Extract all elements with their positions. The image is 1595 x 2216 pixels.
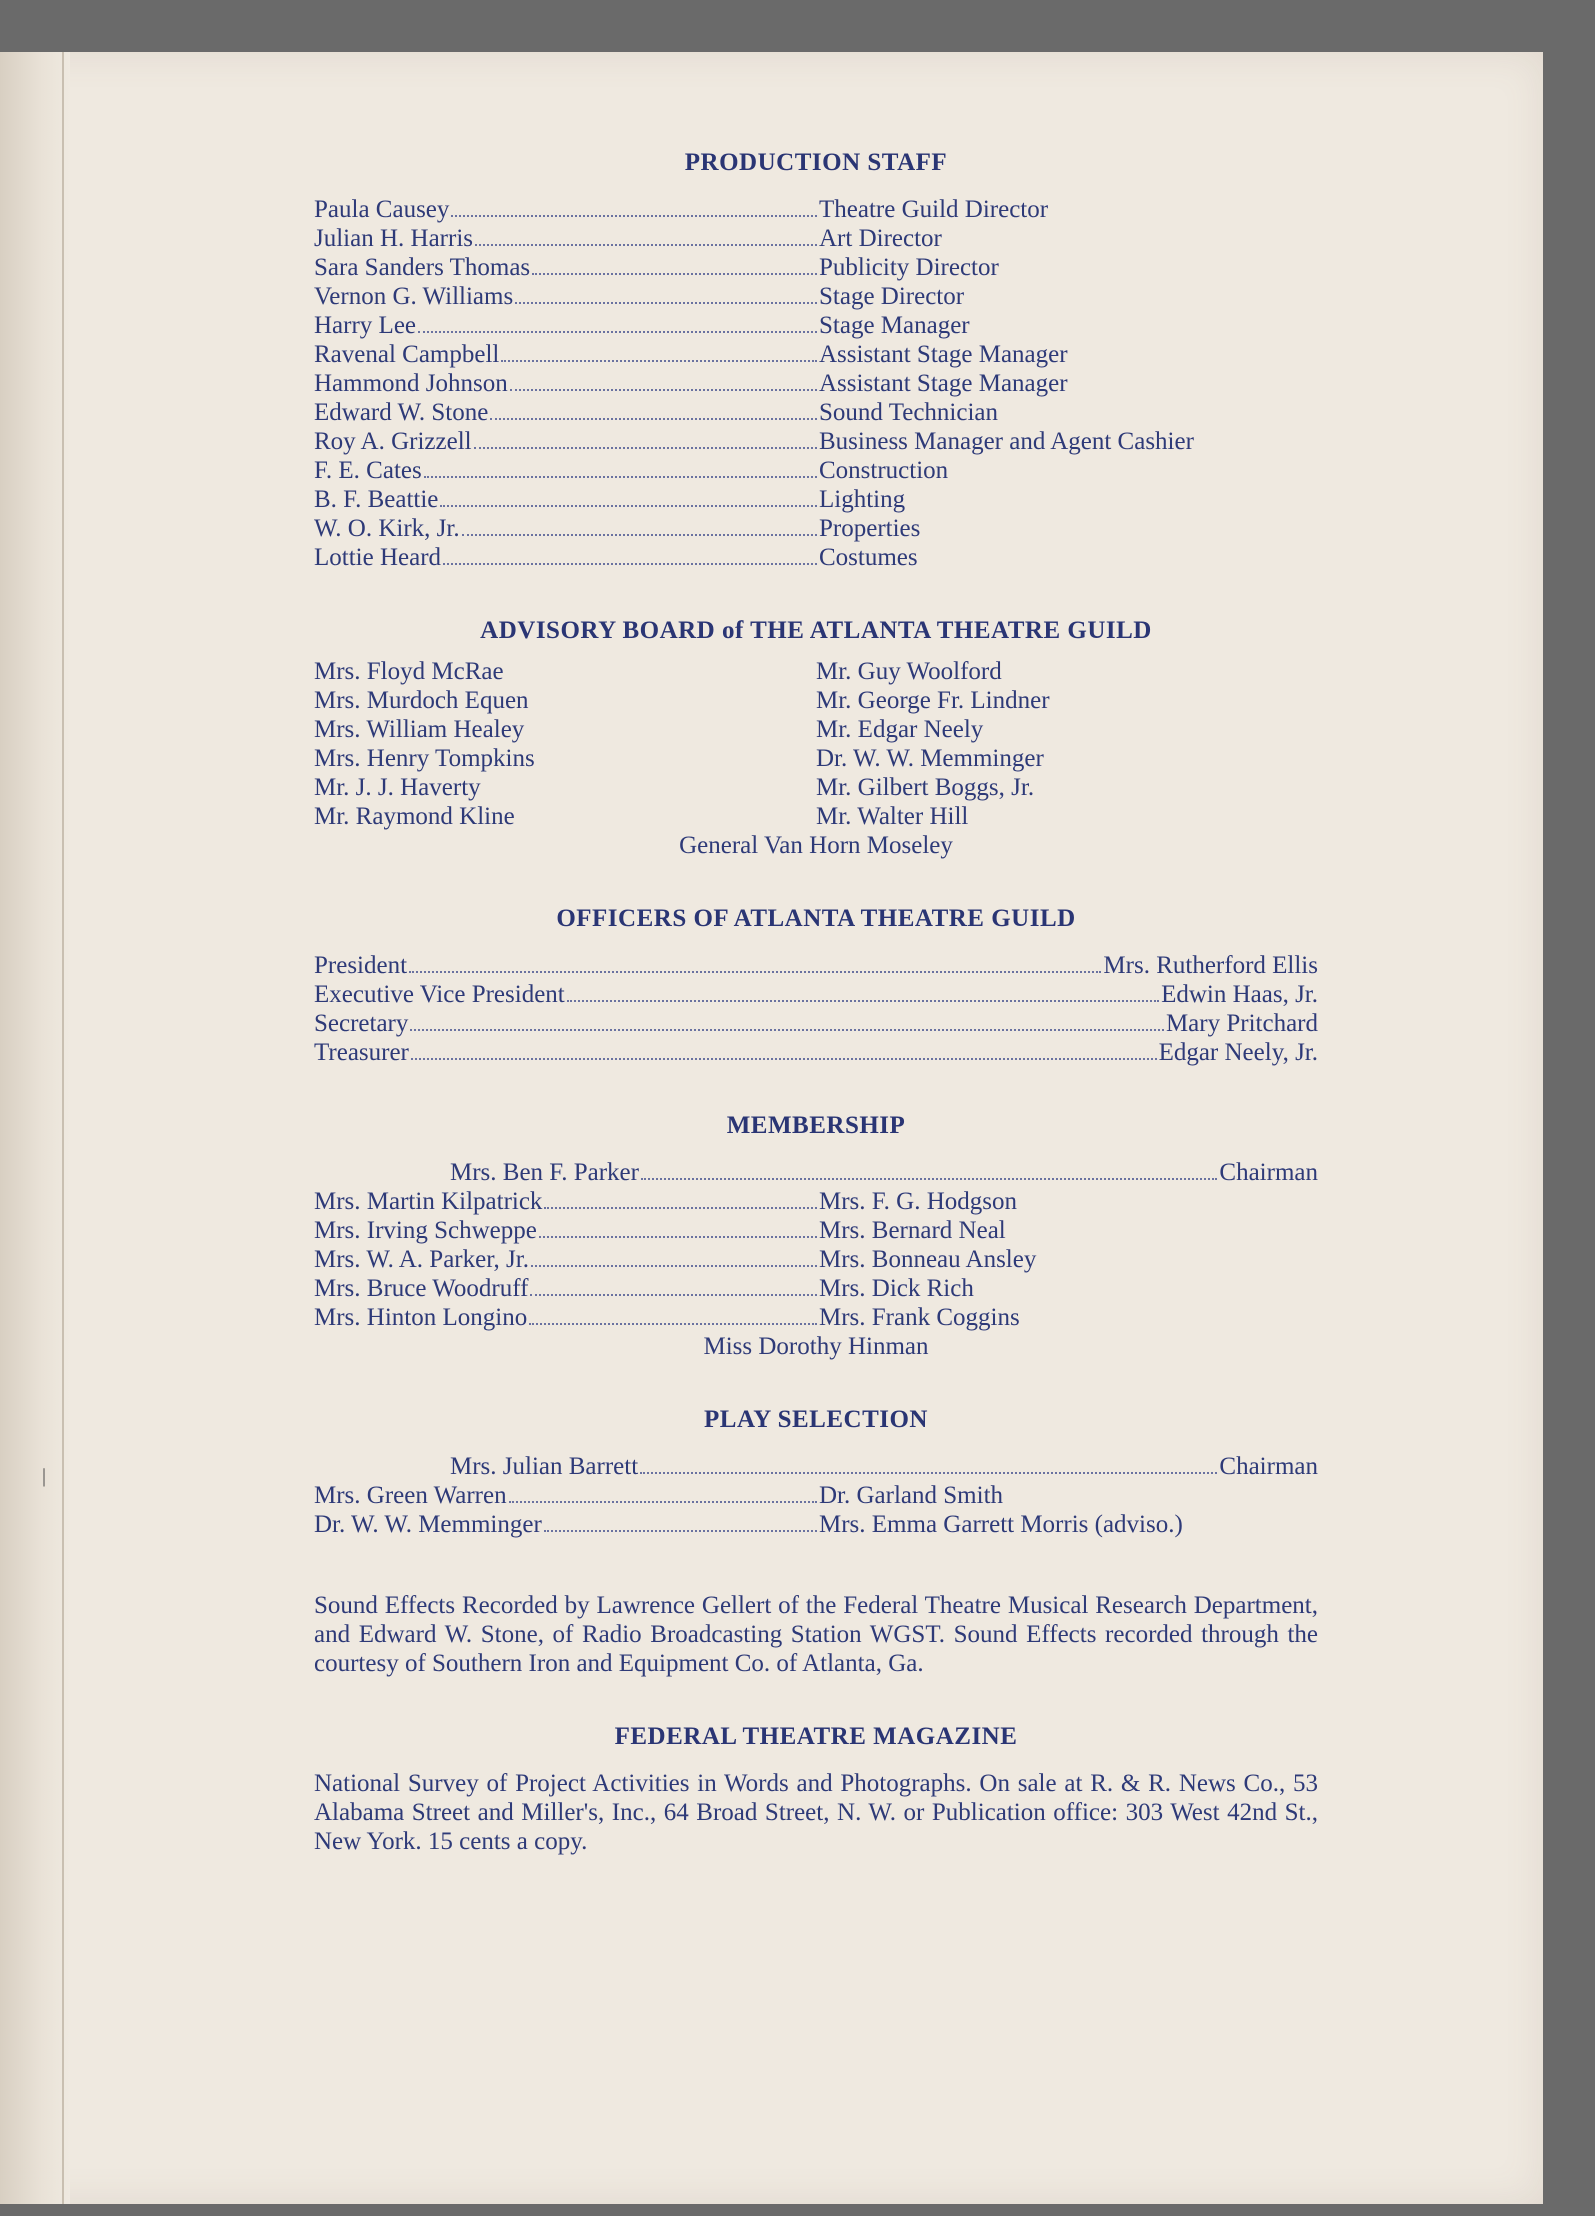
production-staff-heading: PRODUCTION STAFF xyxy=(684,149,948,176)
member-right: Mrs. Dick Rich xyxy=(819,1275,974,1302)
sound-effects-note: Sound Effects Recorded by Lawrence Gellert of the Federal Theatre Musical Research Department, and Edward W. Stone, of Radio Broadcasting Station WGST. Sound Effects recorded through the courtesy of Southern Iron and Equipment Co. of Atlanta, Ga. xyxy=(314,1592,1318,1677)
staff-role: Construction xyxy=(819,457,949,484)
staff-role: Assistant Stage Manager xyxy=(819,370,1068,397)
play-selection-chair-title: Chairman xyxy=(1219,1453,1318,1480)
staff-row xyxy=(314,340,1318,369)
officers-list xyxy=(314,951,1318,1067)
officer-title: Treasurer xyxy=(314,1039,409,1066)
dot-leader xyxy=(409,971,1101,973)
dot-leader xyxy=(530,1294,817,1296)
board-member: Mr. Edgar Neely xyxy=(816,716,984,743)
staff-row xyxy=(314,311,1318,340)
membership-chair-name: Mrs. Ben F. Parker xyxy=(450,1159,639,1186)
staff-name: W. O. Kirk, Jr. xyxy=(314,515,460,542)
staff-row xyxy=(314,398,1318,427)
magazine-section xyxy=(314,1722,1318,1856)
officer-row xyxy=(314,1009,1318,1038)
staff-name-with-leader xyxy=(314,340,819,369)
staff-name-with-leader xyxy=(314,543,819,572)
member-left: Mrs. Irving Schweppe xyxy=(314,1217,537,1244)
play-selection-heading: PLAY SELECTION xyxy=(704,1406,928,1433)
staff-role: Business Manager and Agent Cashier xyxy=(819,428,1194,455)
dot-leader xyxy=(641,1178,1217,1180)
member-left-with-leader xyxy=(314,1303,819,1332)
officer-name: Mrs. Rutherford Ellis xyxy=(1103,952,1318,979)
advisory-board-columns xyxy=(314,657,1318,831)
margin-mark: | xyxy=(42,1465,47,1487)
board-member: Mr. George Fr. Lindner xyxy=(816,687,1050,714)
staff-name-with-leader xyxy=(314,195,819,224)
membership-list xyxy=(314,1187,1318,1332)
dot-leader xyxy=(531,1265,817,1267)
staff-row xyxy=(314,195,1318,224)
staff-row xyxy=(314,369,1318,398)
member-row xyxy=(314,1510,1318,1539)
board-member: Mrs. Murdoch Equen xyxy=(314,687,529,714)
membership-heading: MEMBERSHIP xyxy=(726,1112,906,1139)
board-member: Mrs. William Healey xyxy=(314,716,525,743)
dot-leader xyxy=(509,1501,817,1503)
dot-leader xyxy=(544,1207,817,1209)
staff-name: Roy A. Grizzell xyxy=(314,428,472,455)
dot-leader xyxy=(501,360,817,362)
dot-leader xyxy=(529,1323,817,1325)
member-left: Mrs. Martin Kilpatrick xyxy=(314,1188,543,1215)
board-member: Mr. Gilbert Boggs, Jr. xyxy=(816,774,1035,801)
officers-section xyxy=(314,904,1318,1067)
dot-leader xyxy=(539,1236,817,1238)
board-member: Mrs. Floyd McRae xyxy=(314,658,504,685)
member-row xyxy=(314,1303,1318,1332)
member-right: Mrs. F. G. Hodgson xyxy=(819,1188,1018,1215)
officer-name: Mary Pritchard xyxy=(1165,1010,1318,1037)
binding-fold-line xyxy=(62,52,64,2204)
officer-title: President xyxy=(314,952,408,979)
play-selection-chair-name: Mrs. Julian Barrett xyxy=(450,1453,639,1480)
dot-leader xyxy=(474,447,817,449)
staff-row xyxy=(314,427,1318,456)
staff-role: Costumes xyxy=(819,544,918,571)
dot-leader xyxy=(640,1472,1217,1474)
member-row xyxy=(314,1245,1318,1274)
membership-section xyxy=(314,1111,1318,1361)
staff-name-with-leader xyxy=(314,398,819,427)
dot-leader xyxy=(418,331,817,333)
staff-row xyxy=(314,514,1318,543)
dot-leader xyxy=(475,244,817,246)
staff-row xyxy=(314,543,1318,572)
staff-name-with-leader xyxy=(314,427,819,456)
staff-name: Vernon G. Williams xyxy=(314,283,514,310)
staff-name-with-leader xyxy=(314,514,819,543)
officer-title: Secretary xyxy=(314,1010,409,1037)
staff-role: Publicity Director xyxy=(819,254,999,281)
play-selection-list xyxy=(314,1481,1318,1539)
officer-row xyxy=(314,1038,1318,1067)
staff-role: Lighting xyxy=(819,486,906,513)
membership-chair-title: Chairman xyxy=(1219,1159,1318,1186)
staff-name-with-leader xyxy=(314,456,819,485)
member-row xyxy=(314,1274,1318,1303)
staff-role: Properties xyxy=(819,515,921,542)
staff-name-with-leader xyxy=(314,485,819,514)
staff-name-with-leader xyxy=(314,369,819,398)
officer-row xyxy=(314,951,1318,980)
board-member: Mr. J. J. Haverty xyxy=(314,774,481,801)
dot-leader xyxy=(544,1530,817,1532)
staff-name: Harry Lee xyxy=(314,312,417,339)
membership-footer: Miss Dorothy Hinman xyxy=(703,1333,929,1360)
board-member: Mrs. Henry Tompkins xyxy=(314,745,535,772)
staff-name: F. E. Cates xyxy=(314,457,422,484)
dot-leader xyxy=(411,1058,1157,1060)
play-selection-chair-row xyxy=(314,1452,1318,1481)
staff-row xyxy=(314,456,1318,485)
dot-leader xyxy=(424,476,817,478)
member-row xyxy=(314,1481,1318,1510)
membership-chair-row xyxy=(314,1158,1318,1187)
member-left: Mrs. Bruce Woodruff xyxy=(314,1275,529,1302)
staff-row xyxy=(314,224,1318,253)
dot-leader xyxy=(515,302,817,304)
member-left-with-leader xyxy=(314,1216,819,1245)
staff-name: Paula Causey xyxy=(314,196,450,223)
member-left: Mrs. W. A. Parker, Jr. xyxy=(314,1246,529,1273)
member-right: Dr. Garland Smith xyxy=(819,1482,1004,1509)
dot-leader xyxy=(440,505,817,507)
officer-name: Edwin Haas, Jr. xyxy=(1161,981,1318,1008)
dot-leader xyxy=(443,563,817,565)
staff-row xyxy=(314,485,1318,514)
member-right: Mrs. Emma Garrett Morris (adviso.) xyxy=(819,1511,1183,1538)
member-left: Mrs. Green Warren xyxy=(314,1482,507,1509)
staff-role: Stage Manager xyxy=(819,312,970,339)
magazine-heading: FEDERAL THEATRE MAGAZINE xyxy=(614,1723,1018,1750)
dot-leader xyxy=(462,534,817,536)
staff-row xyxy=(314,282,1318,311)
staff-role: Stage Director xyxy=(819,283,965,310)
member-row xyxy=(314,1187,1318,1216)
dot-leader xyxy=(510,389,817,391)
advisory-board-heading: ADVISORY BOARD of THE ATLANTA THEATRE GUILD xyxy=(480,617,1152,644)
officer-name: Edgar Neely, Jr. xyxy=(1158,1039,1318,1066)
board-member: Mr. Walter Hill xyxy=(816,803,969,830)
staff-name-with-leader xyxy=(314,282,819,311)
staff-name: Lottie Heard xyxy=(314,544,442,571)
staff-name: Hammond Johnson xyxy=(314,370,508,397)
member-left-with-leader xyxy=(314,1510,819,1539)
production-staff-list xyxy=(314,195,1318,572)
production-staff-section xyxy=(314,148,1318,572)
board-member: Mr. Raymond Kline xyxy=(314,803,515,830)
staff-name: Julian H. Harris xyxy=(314,225,473,252)
officers-heading: OFFICERS OF ATLANTA THEATRE GUILD xyxy=(556,905,1076,932)
advisory-board-right-column xyxy=(816,657,1318,831)
member-left-with-leader xyxy=(314,1274,819,1303)
staff-name-with-leader xyxy=(314,253,819,282)
member-row xyxy=(314,1216,1318,1245)
board-member: Dr. W. W. Memminger xyxy=(816,745,1044,772)
member-left-with-leader xyxy=(314,1481,819,1510)
binding-spine xyxy=(0,52,70,2204)
advisory-board-section xyxy=(314,616,1318,860)
member-right: Mrs. Frank Coggins xyxy=(819,1304,1020,1331)
member-right: Mrs. Bernard Neal xyxy=(819,1217,1006,1244)
magazine-text: National Survey of Project Activities in Words and Photographs. On sale at R. & R. News Co., 53 Alabama Street and Miller's, Inc., 64 Broad Street, N. W. or Publication office: 303 West 42nd St., New York. 15 cents a copy. xyxy=(314,1770,1318,1855)
staff-role: Sound Technician xyxy=(819,399,999,426)
member-left-with-leader xyxy=(314,1245,819,1274)
play-selection-section xyxy=(314,1405,1318,1539)
dot-leader xyxy=(567,1000,1159,1002)
officer-title: Executive Vice President xyxy=(314,981,565,1008)
member-right: Mrs. Bonneau Ansley xyxy=(819,1246,1037,1273)
staff-role: Theatre Guild Director xyxy=(819,196,1049,223)
member-left: Mrs. Hinton Longino xyxy=(314,1304,528,1331)
staff-name: B. F. Beattie xyxy=(314,486,439,513)
advisory-board-footer: General Van Horn Moseley xyxy=(679,832,953,859)
board-member: Mr. Guy Woolford xyxy=(816,658,1002,685)
staff-name: Edward W. Stone xyxy=(314,399,489,426)
staff-name-with-leader xyxy=(314,311,819,340)
dot-leader xyxy=(410,1029,1164,1031)
staff-name: Sara Sanders Thomas xyxy=(314,254,531,281)
officer-row xyxy=(314,980,1318,1009)
dot-leader xyxy=(490,418,817,420)
member-left: Dr. W. W. Memminger xyxy=(314,1511,542,1538)
advisory-board-left-column xyxy=(314,657,816,831)
member-left-with-leader xyxy=(314,1187,819,1216)
page-content xyxy=(314,148,1318,1856)
staff-role: Assistant Stage Manager xyxy=(819,341,1068,368)
staff-name-with-leader xyxy=(314,224,819,253)
staff-name: Ravenal Campbell xyxy=(314,341,500,368)
dot-leader xyxy=(532,273,817,275)
dot-leader xyxy=(451,215,817,217)
staff-role: Art Director xyxy=(819,225,942,252)
staff-row xyxy=(314,253,1318,282)
